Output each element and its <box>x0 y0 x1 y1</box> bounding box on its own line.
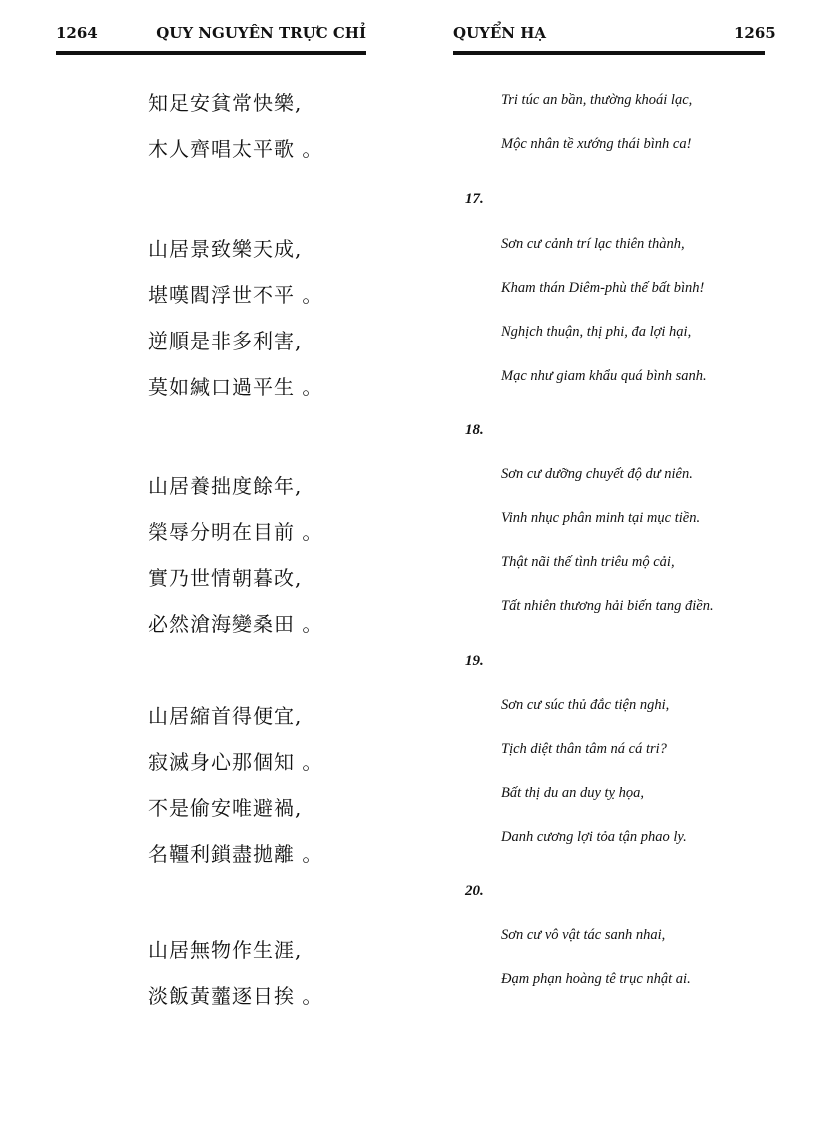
left-page-header <box>0 24 408 48</box>
chinese-line: 榮辱分明在目前 。 <box>148 520 324 544</box>
verse-line: Sơn cư vô vật tác sanh nhai, <box>501 927 666 943</box>
verse-line: Danh cương lợi tỏa tận phao ly. <box>501 829 687 845</box>
header-rule <box>453 51 765 55</box>
chinese-line: 逆順是非多利害, <box>148 329 303 353</box>
chinese-line: 必然滄海變桑田 。 <box>148 612 324 636</box>
verse-line: Bất thị du an duy tỵ họa, <box>501 785 644 801</box>
chinese-line: 莫如緘口過平生 。 <box>148 375 324 399</box>
running-title: QUYỂN HẠ <box>453 24 547 42</box>
chinese-line: 山居景致樂天成, <box>148 237 303 261</box>
chinese-stanza <box>148 463 323 647</box>
right-page <box>408 0 816 1123</box>
chinese-line: 山居養拙度餘年, <box>148 474 303 498</box>
verse-line: Đạm phạn hoàng tê trục nhật ai. <box>501 971 691 987</box>
chinese-line: 實乃世情朝暮改, <box>148 566 303 590</box>
section-number: 19. <box>465 653 484 669</box>
verse-line: Nghịch thuận, thị phi, đa lợi hại, <box>501 324 692 340</box>
verse-line: Vinh nhục phân minh tại mục tiền. <box>501 510 701 526</box>
page-number: 1264 <box>56 24 98 42</box>
verse-line: Mộc nhân tề xướng thái bình ca! <box>501 136 692 152</box>
chinese-line: 知足安貧常快樂, <box>148 91 303 115</box>
verse-line: Tri túc an bần, thường khoái lạc, <box>501 92 693 108</box>
section-number: 20. <box>465 883 484 899</box>
chinese-line: 堪嘆閻浮世不平 。 <box>148 283 324 307</box>
section-number: 18. <box>465 422 484 438</box>
chinese-line: 不是偷安唯避禍, <box>148 796 303 820</box>
chinese-line: 寂滅身心那個知 。 <box>148 750 324 774</box>
right-page-header <box>408 24 816 48</box>
chinese-stanza <box>148 226 323 410</box>
verse-line: Thật nãi thế tình triêu mộ cải, <box>501 554 675 570</box>
running-title: QUY NGUYÊN TRỰC CHỈ <box>156 24 366 42</box>
verse-line: Tịch diệt thân tâm ná cá tri? <box>501 741 667 757</box>
chinese-line: 山居無物作生涯, <box>148 938 303 962</box>
chinese-stanza <box>148 80 323 172</box>
header-rule <box>56 51 366 55</box>
verse-line: Sơn cư dưỡng chuyết độ dư niên. <box>501 466 693 482</box>
verse-line: Mạc như giam khẩu quá bình sanh. <box>501 368 707 384</box>
page-number: 1265 <box>734 24 776 42</box>
verse-line: Sơn cư súc thủ đắc tiện nghi, <box>501 697 670 713</box>
chinese-line: 山居縮首得便宜, <box>148 704 303 728</box>
section-number: 17. <box>465 191 484 207</box>
verse-line: Sơn cư cảnh trí lạc thiên thành, <box>501 236 685 252</box>
verse-line: Tất nhiên thương hải biến tang điền. <box>501 598 714 614</box>
chinese-stanza <box>148 927 323 1019</box>
chinese-line: 淡飯黃虀逐日挨 。 <box>148 984 324 1008</box>
chinese-line: 名韁利鎖盡拋離 。 <box>148 842 324 866</box>
chinese-stanza <box>148 693 323 877</box>
verse-line: Kham thán Diêm-phù thế bất bình! <box>501 280 705 296</box>
chinese-line: 木人齊唱太平歌 。 <box>148 137 324 161</box>
